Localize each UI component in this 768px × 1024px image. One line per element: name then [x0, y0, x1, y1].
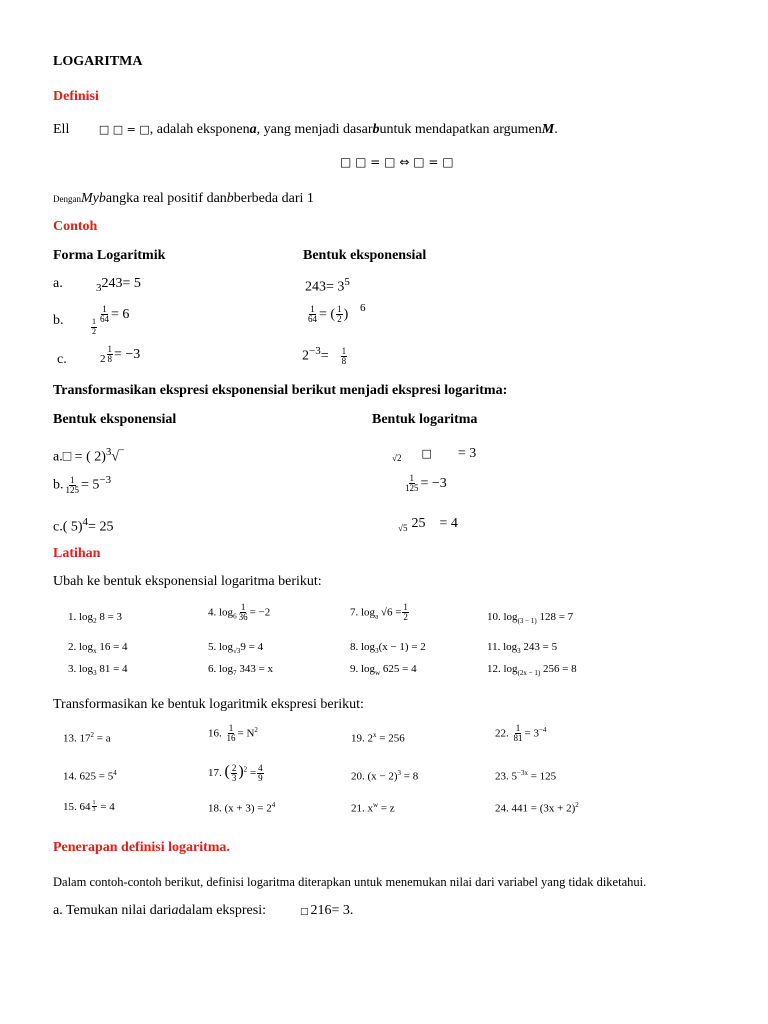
exercise-17: 17. ( $\frac{2}{3}$ )$^2$ = $\frac{4}{9}$: [208, 762, 263, 783]
equivalence-formula: □ □ = □ ⇔ □ = □: [340, 155, 454, 169]
exercise-5: 5. $\log_{√3}9 = 4$: [208, 641, 264, 656]
col-bentuk-logaritma: Bentuk logaritma: [372, 412, 478, 427]
contoh-row-b-label: b.: [53, 313, 64, 328]
contoh-row-b-exp: $\frac{1}{64}$ = ( $\frac{1}{2}$ ): [308, 304, 349, 325]
exercise-21: 21. $x^w = z$: [351, 801, 395, 815]
exercise-18: 18. $(x + 3) = 2^4$: [208, 801, 276, 815]
exercise-1: 1. $\log_2 8 = 3$: [68, 611, 123, 626]
contoh-row-a-log: $_3$243= 5: [96, 276, 141, 294]
contoh-row-b-exp-sup: 6: [360, 302, 366, 314]
col-bentuk-eksponensial-2: Bentuk eksponensial: [53, 412, 177, 427]
latihan-intro-1: Ubah ke bentuk eksponensial logaritma berikut:: [53, 574, 322, 589]
contoh-heading: Contoh: [53, 219, 98, 234]
exercise-4: 4. $\log_6$ $\frac{1}{36}$ = −2: [208, 602, 271, 623]
definition-formula: □ □ = □: [98, 123, 150, 136]
penerapan-text: Dalam contoh-contoh berikut, definisi logaritma diterapkan untuk menemukan nilai dari variabel yang tidak diketahui.: [53, 875, 647, 889]
penerapan-question: a. Temukan nilai dariadalam ekspresi: □ 216= 3.: [53, 903, 354, 918]
latihan-heading: Latihan: [53, 546, 101, 561]
exercise-11: 11. $\log_3 243 = 5$: [487, 641, 558, 656]
transform-row-c-left: c.( 5)$^4$= 25: [53, 516, 114, 535]
dengan-line: DenganMybangka real positif danbberbeda dari 1: [53, 191, 314, 206]
exercise-13: 13. $17^2 = a$: [63, 731, 111, 745]
page-title: LOGARITMA: [53, 54, 143, 69]
exercise-19: 19. $2^x = 256$: [351, 731, 405, 745]
col-forma-logaritmik: Forma Logaritmik: [53, 248, 166, 263]
contoh-row-a-label: a.: [53, 276, 63, 291]
transform-heading: Transformasikan ekspresi eksponensial berikut menjadi ekspresi logaritma:: [53, 383, 508, 398]
exercise-12: 12. $\log_{(2x - 1)} 256 = 8$: [487, 663, 577, 678]
transform-row-b-left: b. $\frac{1}{125}$ = $5^{-3}$: [53, 474, 112, 495]
exercise-24: 24. $441 = (3x + 2)^2$: [495, 801, 579, 815]
col-bentuk-eksponensial: Bentuk eksponensial: [303, 248, 427, 263]
contoh-row-c-log: $_2$ $\frac{1}{8}$ = −3: [100, 344, 141, 366]
contoh-row-c-label: c.: [57, 352, 67, 367]
penerapan-heading: Penerapan definisi logaritma.: [53, 840, 230, 855]
exercise-15: 15. 64 $\frac{1}{3}$ = 4: [63, 800, 115, 814]
contoh-row-b-log: $\frac{1}{2}$ $\frac{1}{64}$ = 6: [92, 304, 130, 336]
contoh-row-a-exp: $243= 3^5$: [305, 276, 350, 295]
exercise-2: 2. $\log_x 16 = 4$: [68, 641, 128, 656]
exercise-16: 16. $\frac{1}{16}$ = $N^2$: [208, 723, 258, 744]
latihan-intro-2: Transformasikan ke bentuk logaritmik ekspresi berikut:: [53, 697, 364, 712]
exercise-10: 10. $\log_{(3 - 1)} 128 = 7$: [487, 611, 574, 626]
transform-row-b-right: $\frac{1}{125}$ = −3: [405, 473, 447, 494]
transform-row-c-right: $_{√5}$ 25 = 4: [398, 516, 458, 533]
exercise-9: 9. $\log_w 625 = 4$: [350, 663, 417, 678]
contoh-row-c-exp: $2^{-3}=$ $\frac{1}{8}$: [302, 345, 347, 366]
exercise-14: 14. $625 = 5^4$: [63, 769, 117, 783]
definition-line: Ell □ □ = □, adalah eksponena, yang menjadi dasarbuntuk mendapatkan argumenM.: [53, 122, 558, 137]
transform-row-a-left: a.□ = ( 2)$^3$√‾: [53, 446, 124, 465]
exercise-23: 23. $5^{-3x} = 125$: [495, 769, 557, 783]
transform-row-a-right: $_{√2}$ □ = 3: [392, 446, 477, 463]
exercise-6: 6. $\log_7 343 = x$: [208, 663, 274, 678]
exercise-3: 3. $\log_3 81 = 4$: [68, 663, 128, 678]
exercise-8: 8. $\log_3(x - 1) = 2$: [350, 641, 426, 656]
exercise-7: 7. $\log_a √6$ = $\frac{1}{2}$: [350, 602, 408, 623]
definisi-heading: Definisi: [53, 89, 99, 104]
exercise-22: 22. $\frac{1}{81}$ = $3^{-4}$: [495, 723, 547, 744]
exercise-20: 20. $(x - 2)^3 = 8$: [351, 769, 419, 783]
